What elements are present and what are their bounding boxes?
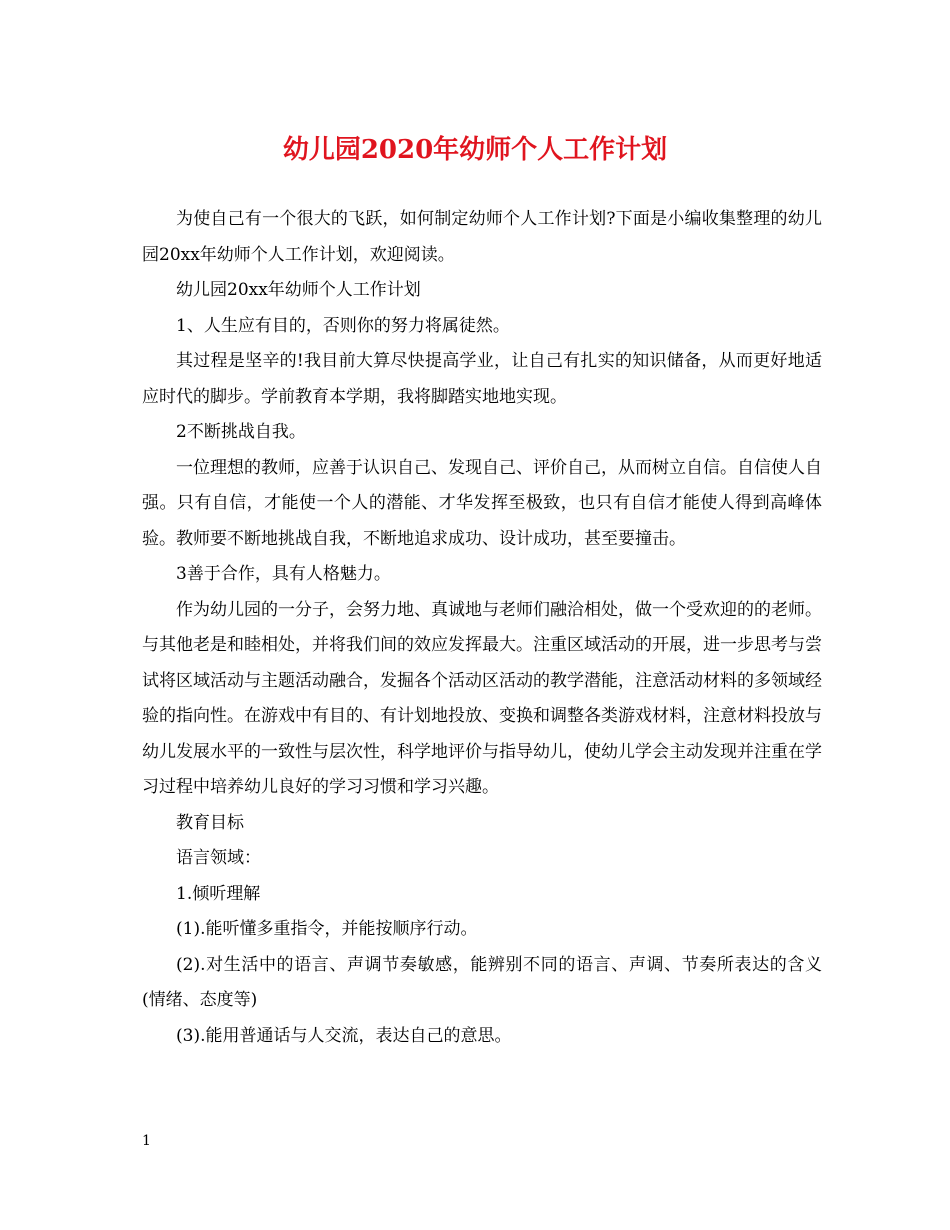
paragraph-point-2-detail: 一位理想的教师，应善于认识自己、发现自己、评价自己，从而树立自信。自信使人自强。只有自信，才能使一个人的潜能、才华发挥至极致，也只有自信才能使人得到高峰体验。教师要不断地挑战自我，不断地追求成功、设计成功，甚至要撞击。 (142, 457, 822, 549)
paragraph-point-1-detail: 其过程是坚辛的!我目前大算尽快提高学业，让自己有扎实的知识储备，从而更好地适应时代的脚步。学前教育本学期，我将脚踏实地地实现。 (142, 351, 822, 407)
paragraph-item-2: (2).对生活中的语言、声调节奏敏感，能辨别不同的语言、声调、节奏所表达的含义(情绪、态度等) (142, 954, 822, 1010)
paragraph-point-3-detail: 作为幼儿园的一分子，会努力地、真诚地与老师们融洽相处，做一个受欢迎的的老师。与其他老是和睦相处，并将我们间的效应发挥最大。注重区域活动的开展，进一步思考与尝试将区域活动与主题活动融合，发掘各个活动区活动的教学潜能，注意活动材料的多领域经验的指向性。在游戏中有目的、有计划地投放、变换和调整各类游戏材料，注意材料投放与幼儿发展水平的一致性与层次性，科学地评价与指导幼儿，使幼儿学会主动发现并注重在学习过程中培养幼儿良好的学习习惯和学习兴趣。 (142, 599, 822, 797)
paragraph-subtitle: 幼儿园20xx年幼师个人工作计划 (176, 280, 421, 300)
paragraph-point-3: 3善于合作，具有人格魅力。 (176, 564, 391, 584)
paragraph-education-goals: 教育目标 (176, 812, 244, 833)
paragraph-point-1: 1、人生应有目的，否则你的努力将属徒然。 (176, 315, 510, 336)
document-body (142, 202, 822, 1054)
paragraph-item-3: (3).能用普通话与人交流，表达自己的意思。 (176, 1025, 512, 1046)
paragraph-listening: 1.倾听理解 (176, 883, 261, 904)
paragraph-intro: 为使自己有一个很大的飞跃，如何制定幼师个人工作计划?下面是小编收集整理的幼儿园20xx年幼师个人工作计划，欢迎阅读。 (142, 209, 822, 265)
paragraph-language-domain: 语言领域： (176, 848, 261, 868)
paragraph-item-1: (1).能听懂多重指令，并能按顺序行动。 (176, 919, 478, 939)
page-number: 1 (142, 1133, 151, 1149)
paragraph-point-2: 2不断挑战自我。 (176, 422, 306, 442)
document-title: 幼儿园2020年幼师个人工作计划 (282, 135, 668, 165)
